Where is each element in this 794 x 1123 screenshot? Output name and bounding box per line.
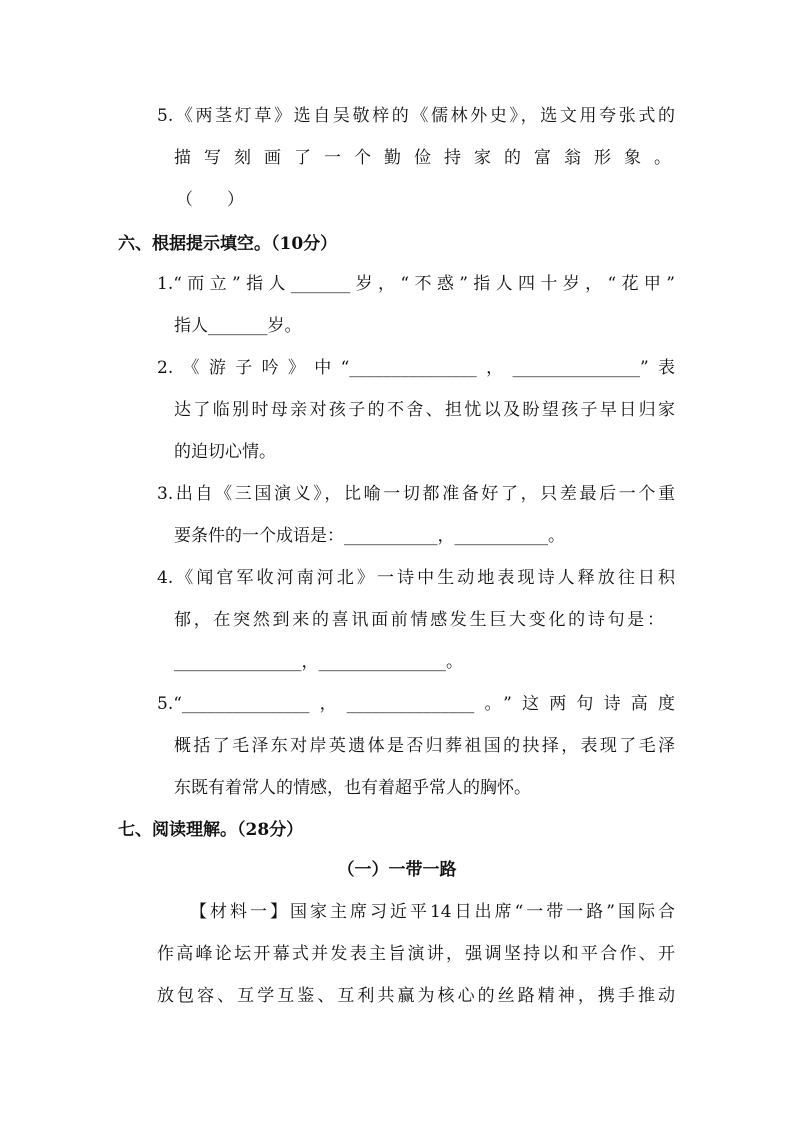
s6-q4-line-3: _______________，_______________。 [174, 652, 463, 672]
s6-q2-line-1: 2.《游子吟》中“_______________，_______________”表 [157, 358, 675, 378]
s6-q1-line-2: 指人_______岁。 [174, 316, 302, 336]
section-6-heading: 六、根据提示填空。（10分） [118, 234, 338, 254]
s6-q4-line-2: 郁，在突然到来的喜讯面前情感发生巨大变化的诗句是： [174, 610, 664, 630]
s6-q5-line-3: 东既有着常人的情感，也有着超乎常人的胸怀。 [174, 778, 531, 798]
s6-q2-line-3: 的迫切心情。 [174, 442, 276, 462]
q5-answer-bracket: （ ） [176, 190, 244, 210]
q5-line-2: 描 写 刻 画 了 一 个 勤 俭 持 家 的 富 翁 形 象 。 [174, 148, 671, 168]
passage-line-1: 【材料一】国家主席习近平14日出席“一带一路”国际合 [190, 902, 675, 922]
passage-title: （一）一带一路 [337, 860, 457, 880]
s6-q3-line-1: 3.出自《三国演义》，比喻一切都准备好了，只差最后一个重 [157, 484, 675, 504]
passage-line-2: 作高峰论坛开幕式并发表主旨演讲，强调坚持以和平合作、开 [157, 944, 675, 964]
s6-q1-line-1: 1.“而立”指人_______岁，“不惑”指人四十岁，“花甲” [157, 274, 675, 294]
q5-line-1: 5.《两茎灯草》选自吴敬梓的《儒林外史》，选文用夸张式的 [157, 106, 675, 126]
section-7-heading: 七、阅读理解。（28分） [118, 820, 304, 840]
s6-q3-line-2: 要条件的一个成语是：___________，___________。 [174, 526, 565, 546]
s6-q4-line-1: 4.《闻官军收河南河北》一诗中生动地表现诗人释放往日积 [157, 568, 675, 588]
s6-q5-line-1: 5.“_______________，_______________。”这两句诗高度 [157, 694, 675, 714]
s6-q5-line-2: 概括了毛泽东对岸英遗体是否归葬祖国的抉择，表现了毛泽 [174, 736, 675, 756]
passage-line-3: 放包容、互学互鉴、互利共赢为核心的丝路精神，携手推动 [157, 986, 675, 1006]
s6-q2-line-2: 达了临别时母亲对孩子的不舍、担忧以及盼望孩子早日归家 [174, 400, 675, 420]
